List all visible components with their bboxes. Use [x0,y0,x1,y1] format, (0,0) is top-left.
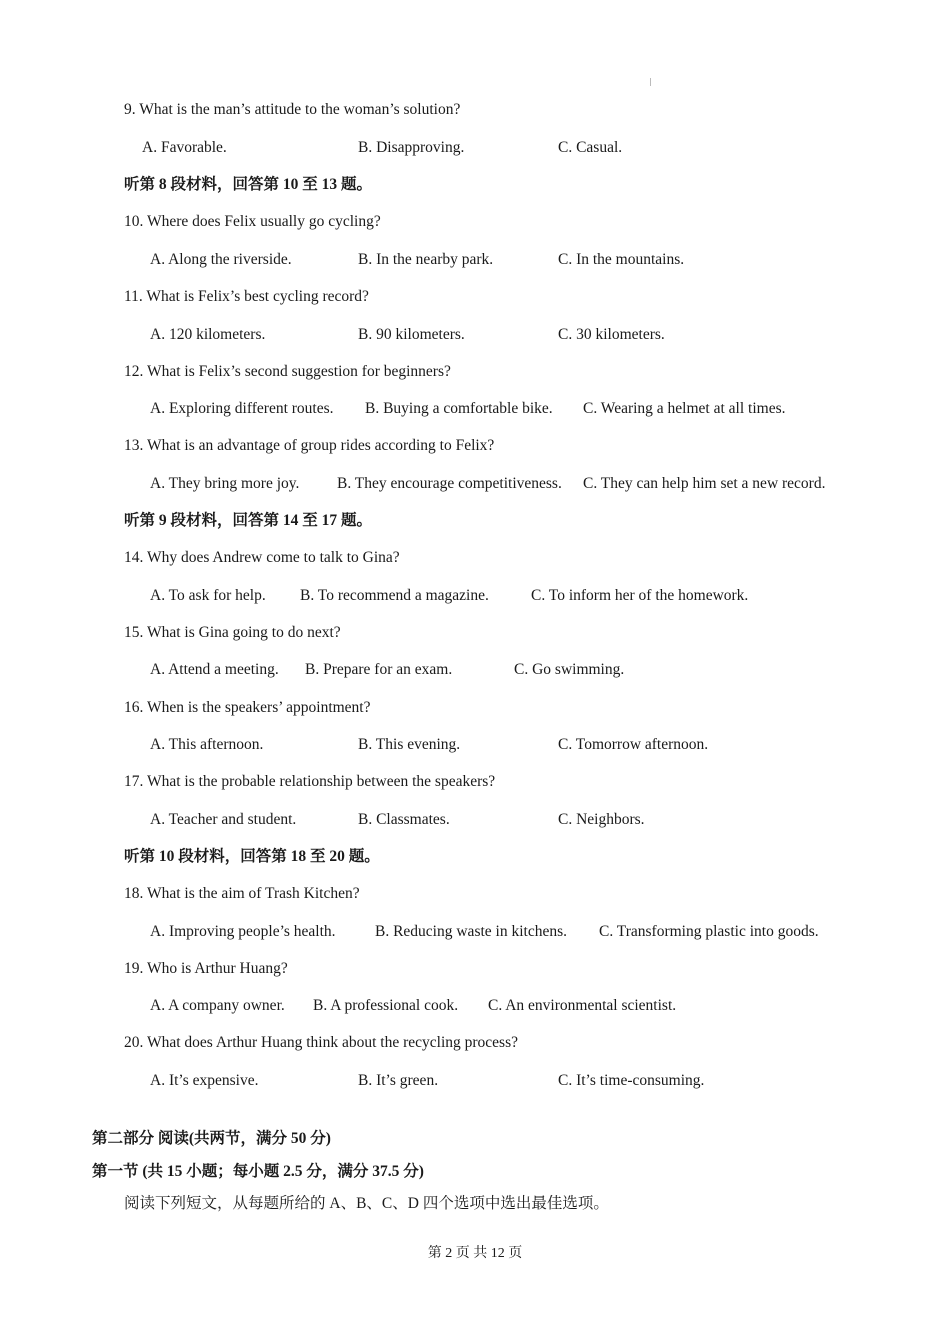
answer-option: B. This evening. [358,736,461,753]
section-title: 第二部分 阅读(共两节，满分 50 分) [92,1130,331,1147]
question-stem: 15. What is Gina going to do next? [124,624,341,641]
answer-option: A. 120 kilometers. [150,326,266,343]
question-stem: 9. What is the man’s attitude to the woman’s solution? [124,101,461,118]
question-stem: 12. What is Felix’s second suggestion for beginners? [124,363,451,380]
question-stem: 13. What is an advantage of group rides according to Felix? [124,437,495,454]
answer-option: A. Teacher and student. [150,811,297,828]
subsection-title: 第一节 (共 15 小题；每小题 2.5 分，满分 37.5 分) [92,1163,424,1180]
page-footer: 第 2 页 共 12 页 [427,1246,523,1261]
answer-option: A. To ask for help. [150,587,266,604]
answer-option: C. To inform her of the homework. [531,587,749,604]
answer-option: C. An environmental scientist. [488,997,677,1014]
question-stem: 17. What is the probable relationship between the speakers? [124,773,496,790]
answer-option: C. It’s time-consuming. [558,1072,705,1089]
question-stem: 10. Where does Felix usually go cycling? [124,213,381,230]
answer-option: C. Neighbors. [558,811,645,828]
answer-option: B. 90 kilometers. [358,326,465,343]
answer-option: A. Along the riverside. [150,251,292,268]
answer-option: B. Disapproving. [358,139,465,156]
question-stem: 20. What does Arthur Huang think about the recycling process? [124,1034,519,1051]
answer-option: A. Improving people’s health. [150,923,336,940]
answer-option: B. Classmates. [358,811,450,828]
question-stem: 18. What is the aim of Trash Kitchen? [124,885,360,902]
answer-option: A. Favorable. [142,139,227,156]
answer-option: C. Wearing a helmet at all times. [583,400,786,417]
answer-option: C. They can help him set a new record. [583,475,826,492]
answer-option: B. Prepare for an exam. [305,661,453,678]
answer-option: C. Tomorrow afternoon. [558,736,709,753]
section-header: 听第 9 段材料，回答第 14 至 17 题。 [124,512,373,529]
answer-option: B. In the nearby park. [358,251,494,268]
scan-mark [650,78,651,86]
answer-option: C. In the mountains. [558,251,685,268]
answer-option: C. Go swimming. [514,661,625,678]
answer-option: A. They bring more joy. [150,475,300,492]
section-header: 听第 8 段材料，回答第 10 至 13 题。 [124,176,373,193]
answer-option: C. 30 kilometers. [558,326,665,343]
answer-option: A. Attend a meeting. [150,661,279,678]
answer-option: B. To recommend a magazine. [300,587,489,604]
question-stem: 14. Why does Andrew come to talk to Gina? [124,549,400,566]
answer-option: A. Exploring different routes. [150,400,334,417]
answer-option: C. Casual. [558,139,623,156]
question-stem: 16. When is the speakers’ appointment? [124,699,371,716]
answer-option: B. They encourage competitiveness. [337,475,562,492]
question-stem: 11. What is Felix’s best cycling record? [124,288,369,305]
answer-option: B. Reducing waste in kitchens. [375,923,567,940]
answer-option: B. It’s green. [358,1072,439,1089]
answer-option: B. A professional cook. [313,997,459,1014]
reading-instruction: 阅读下列短文，从每题所给的 A、B、C、D 四个选项中选出最佳选项。 [124,1195,609,1212]
answer-option: C. Transforming plastic into goods. [599,923,819,940]
question-stem: 19. Who is Arthur Huang? [124,960,288,977]
answer-option: B. Buying a comfortable bike. [365,400,553,417]
section-header: 听第 10 段材料，回答第 18 至 20 题。 [124,848,380,865]
answer-option: A. A company owner. [150,997,285,1014]
answer-option: A. It’s expensive. [150,1072,259,1089]
answer-option: A. This afternoon. [150,736,264,753]
